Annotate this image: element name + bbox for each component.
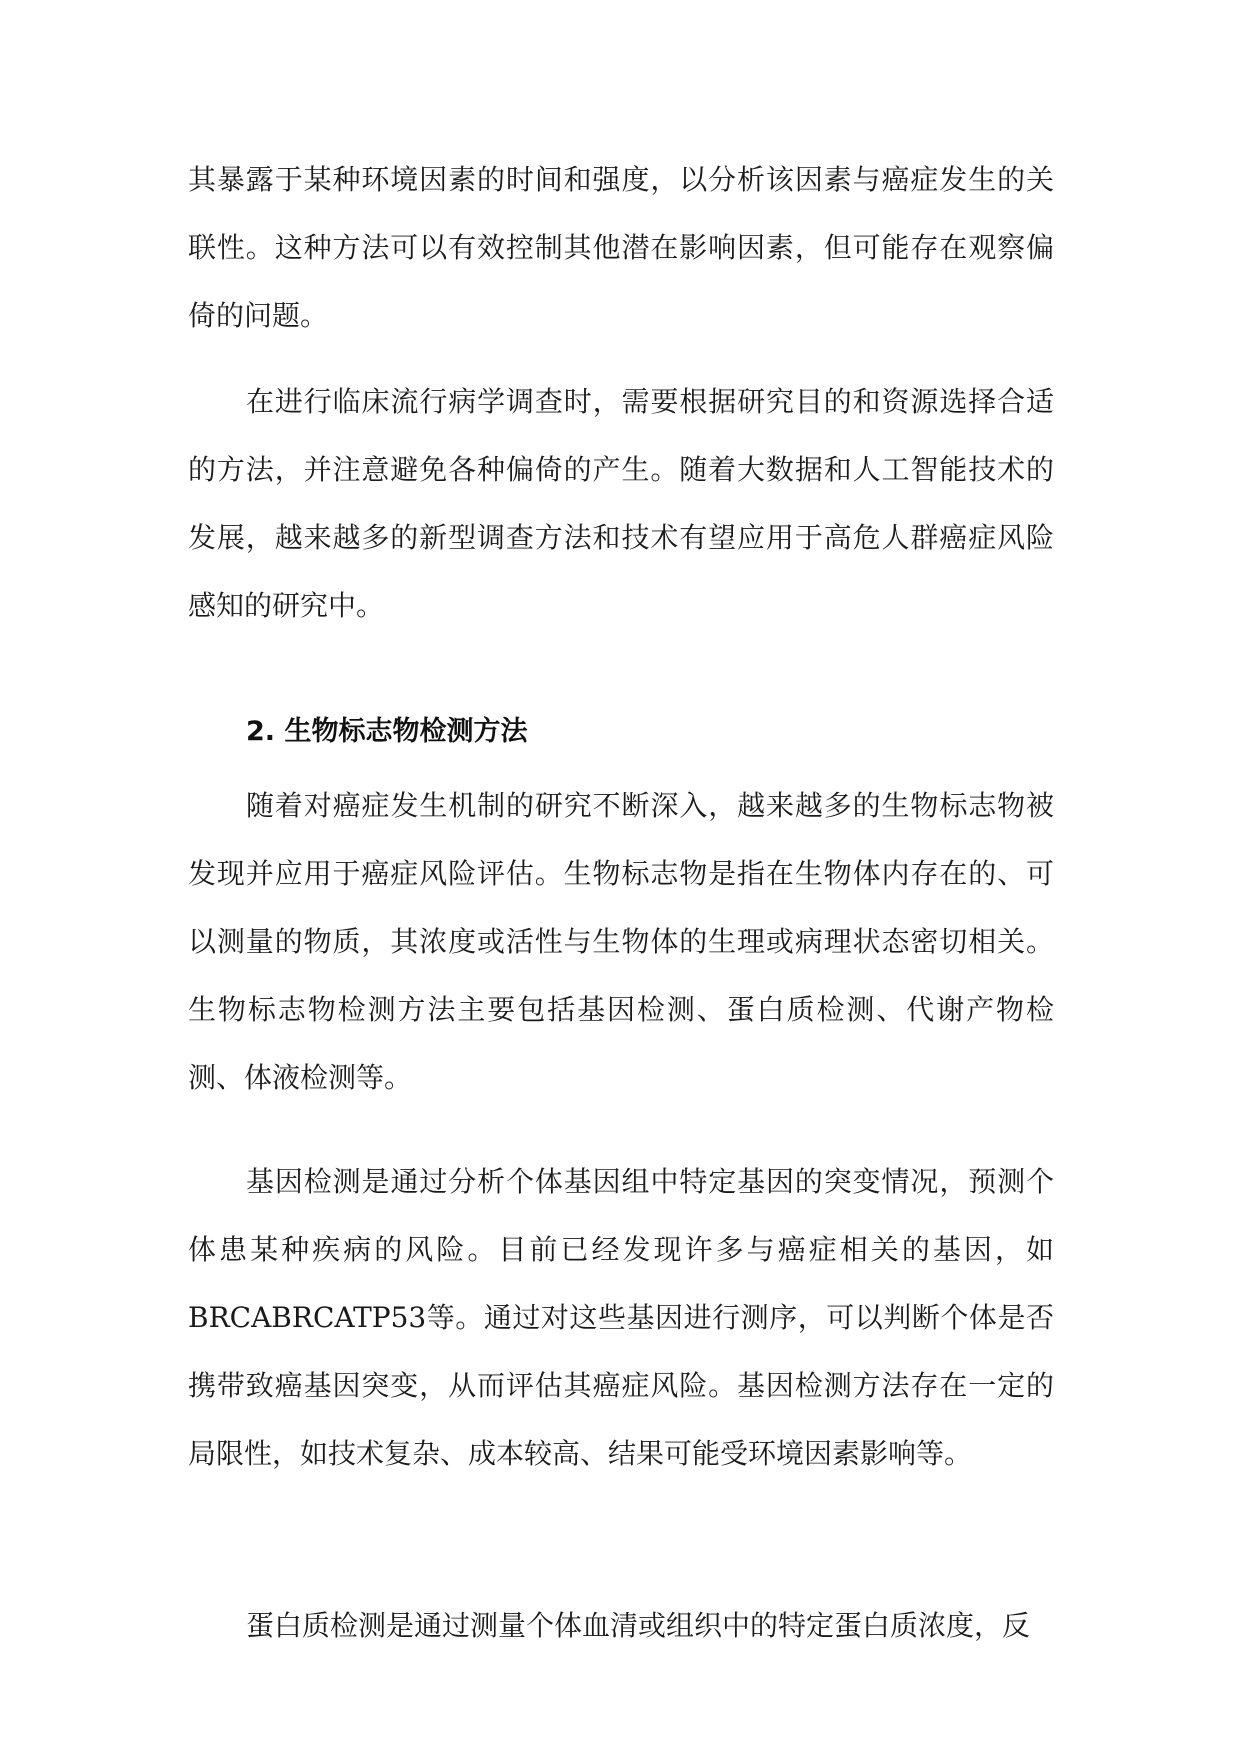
paragraph-gene-testing: 基因检测是通过分析个体基因组中特定基因的突变情况，预测个体患某种疾病的风险。目前已经发现许多与癌症相关的基因，如BRCABRCATP53等。通过对这些基因进行测序，可以判断个体是否携带致癌基因突变，从而评估其癌症风险。基因检测方法存在一定的局限性，如技术复杂、成本较高、结果可能受环境因素影响等。 (188, 1165, 1054, 1470)
section-heading: 2. 生物标志物检测方法 (246, 716, 528, 747)
paragraph-protein-testing: 蛋白质检测是通过测量个体血清或组织中的特定蛋白质浓度，反 (246, 1609, 1031, 1642)
paragraph-continued: 其暴露于某种环境因素的时间和强度，以分析该因素与癌症发生的关联性。这种方法可以有效控制其他潜在影响因素，但可能存在观察偏倚的问题。 (188, 163, 1054, 332)
paragraph-biomarker-intro: 随着对癌症发生机制的研究不断深入，越来越多的生物标志物被发现并应用于癌症风险评估。生物标志物是指在生物体内存在的、可以测量的物质，其浓度或活性与生物体的生理或病理状态密切相关。生物标志物检测方法主要包括基因检测、蛋白质检测、代谢产物检测、体液检测等。 (188, 789, 1054, 1094)
paragraph-methods-summary: 在进行临床流行病学调查时，需要根据研究目的和资源选择合适的方法，并注意避免各种偏倚的产生。随着大数据和人工智能技术的发展，越来越多的新型调查方法和技术有望应用于高危人群癌症风险感知的研究中。 (188, 385, 1054, 622)
